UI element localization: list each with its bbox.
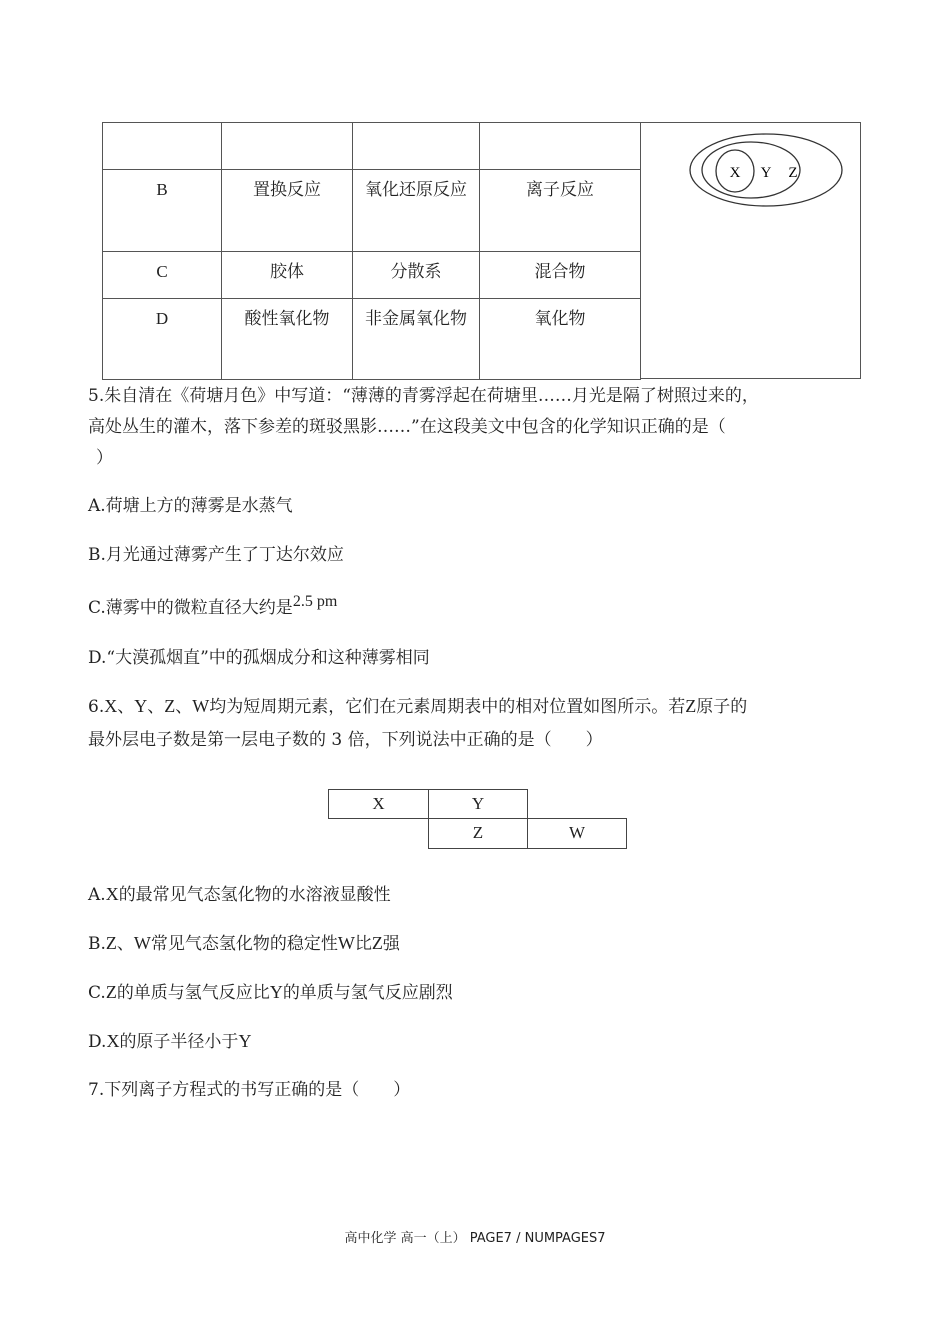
table-row: D 酸性氧化物 非金属氧化物 氧化物 [103,299,641,380]
particle-size-value: 2.5 pm [292,593,338,610]
grid-cell-w: W [527,818,627,849]
q6-stem-line2: 最外层电子数是第一层电子数的 3 倍，下列说法中正确的是（ ） [88,730,603,750]
table-row [103,123,641,170]
label-z: Z [788,165,798,181]
row-label: D [103,299,222,380]
q5-option-c: C.薄雾中的微粒直径大约是2.5 pm [88,593,338,618]
q6-option-c: C.Z的单质与氢气反应比Y的单质与氢气反应剧烈 [88,982,453,1003]
q6-option-b: B.Z、W常见气态氢化物的稳定性W比Z强 [88,933,400,954]
q5-stem-line3: ） [96,448,113,468]
middle-ellipse [702,142,800,198]
grid-cell-x: X [328,789,429,819]
q5-option-d: D.“大漠孤烟直”中的孤烟成分和这种薄雾相同 [88,648,430,668]
q6-option-a: A.X的最常见气态氢化物的水溶液显酸性 [88,884,391,905]
options-table [102,122,641,380]
table-row: B 置换反应 氧化还原反应 离子反应 [103,170,641,252]
q5-stem-line1: 5.朱自清在《荷塘月色》中写道：“薄薄的青雾浮起在荷塘里……月光是隔了树照过来的， [88,386,759,406]
grid-cell-z: Z [428,818,528,849]
label-x: X [729,165,741,181]
q6-stem-line1: 6.X、Y、Z、W均为短周期元素，它们在元素周期表中的相对位置如图所示。若Z原子的 [88,696,748,717]
q5-option-b: B.月光通过薄雾产生了丁达尔效应 [88,545,344,565]
venn-diagram-cell [640,122,861,379]
nested-ellipses-diagram [641,123,860,378]
row-label: B [103,170,222,252]
q5-stem-line2: 高处丛生的灌木，落下参差的斑驳黑影……”在这段美文中包含的化学知识正确的是（ [88,417,726,437]
label-y: Y [760,165,772,181]
table-row: C 胶体 分散系 混合物 [103,252,641,299]
q7-stem: 7.下列离子方程式的书写正确的是（ ） [88,1080,411,1100]
q5-option-a: A.荷塘上方的薄雾是水蒸气 [88,496,293,516]
q6-option-d: D.X的原子半径小于Y [88,1031,252,1052]
grid-cell-y: Y [428,789,528,819]
page-footer: 高中化学 高一（上） PAGE7 / NUMPAGES7 [344,1231,606,1246]
row-label: C [103,252,222,299]
